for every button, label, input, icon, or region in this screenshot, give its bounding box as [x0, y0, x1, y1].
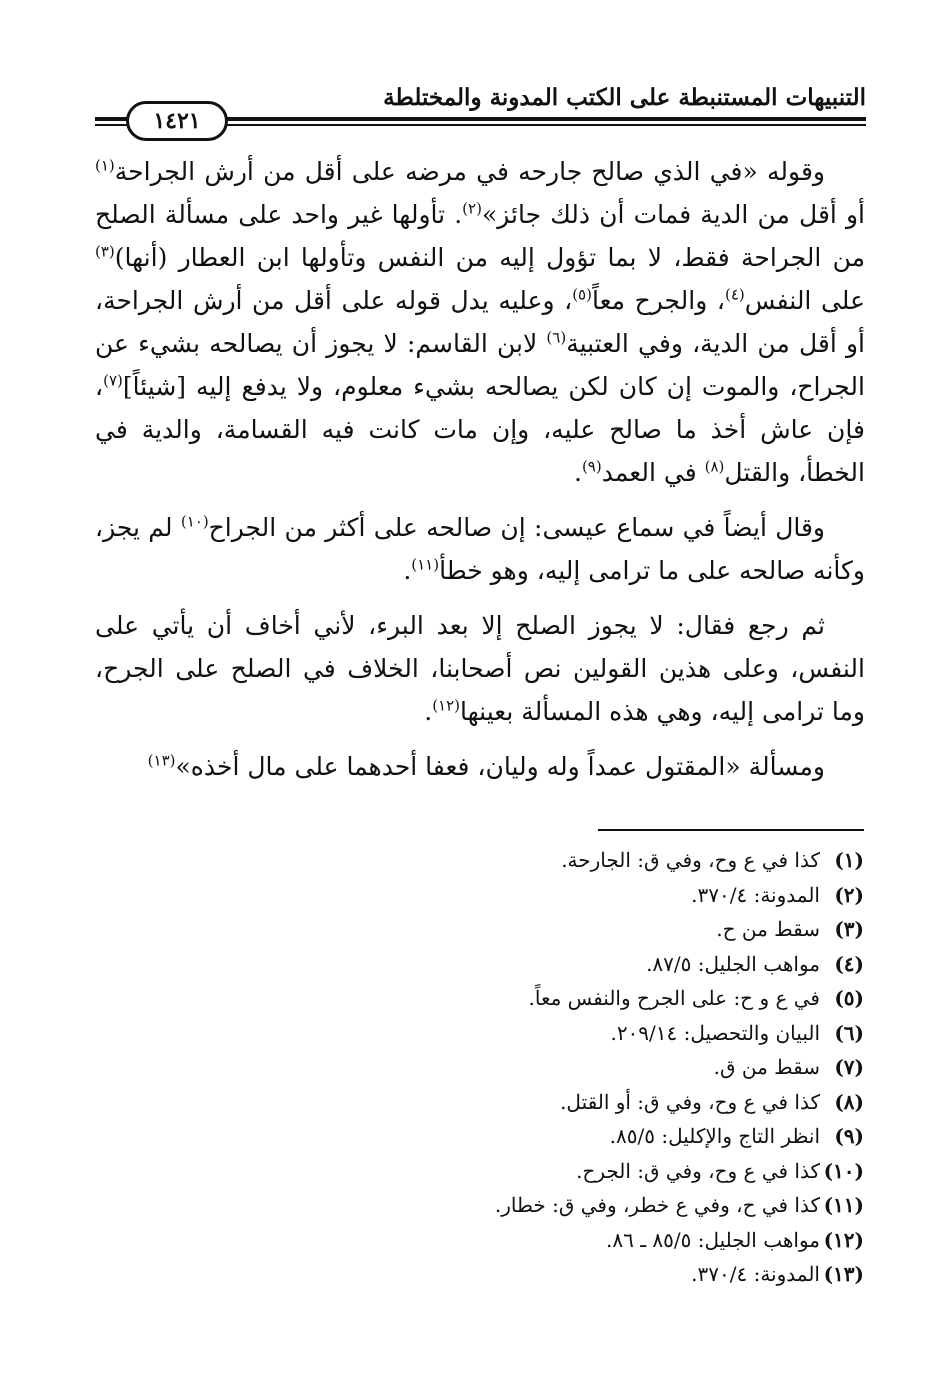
footnote-reference: (٢)	[462, 199, 482, 218]
text-segment: في العمد	[601, 458, 705, 487]
footnote-text: مواهب الجليل: ٨٥/٥ ـ ٨٦.	[606, 1227, 820, 1252]
footnote-reference: (٨)	[704, 457, 725, 476]
footnote-number: (٣)	[834, 917, 864, 941]
footnote-number: (١١)	[823, 1193, 864, 1217]
footnote-reference: (١٣)	[147, 751, 176, 770]
footnote-text: كذا في ع وح، وفي ق: الجرح.	[576, 1158, 820, 1183]
footnote-reference: (٩)	[581, 457, 602, 476]
footnote	[244, 1119, 864, 1154]
text-segment: . تأولها غير واحد على مسألة الصلح من الجراحة فقط، لا بما تؤول إليه من النفس وتأولها ابن العطار (أنها)	[95, 200, 865, 272]
footnote-text: المدونة: ٣٧٠/٤.	[691, 882, 820, 907]
footnote	[244, 981, 864, 1016]
footnote-text: المدونة: ٣٧٠/٤.	[691, 1262, 820, 1286]
paragraph	[95, 150, 865, 494]
footnote-reference: (٣)	[95, 242, 115, 261]
text-segment: وقال أيضاً في سماع عيسى: إن صالحه على أكثر من الجراح	[208, 513, 825, 542]
text-segment: ، والجرح معاً	[591, 286, 725, 315]
footnote-text: كذا في ع وح، وفي ق: الجارحة.	[561, 848, 820, 872]
footnote-reference: (٧)	[103, 371, 123, 390]
footnote	[244, 843, 864, 878]
footnote	[244, 1016, 864, 1051]
footnote-text: سقط من ح.	[716, 917, 820, 941]
text-segment: .	[403, 556, 412, 585]
paragraph	[95, 604, 865, 733]
footnote-separator	[598, 829, 864, 831]
footnote-reference: (١)	[95, 156, 115, 175]
text-segment: ، فإن عاش أخذ ما صالح عليه، وإن مات كانت فيه القسامة، والدية في الخطأ، والقتل	[95, 372, 865, 487]
text-segment: ، وعليه يدل قوله على أقل من أرش الجراحة، أو أقل من الدية، وفي العتبية	[95, 286, 865, 358]
text-segment: .	[424, 697, 433, 726]
footnote-number: (٨)	[834, 1089, 864, 1114]
footnote-reference: (٥)	[572, 285, 592, 304]
footnote-text: انظر التاج والإكليل: ٨٥/٥.	[609, 1124, 820, 1148]
footnote-number: (١٠)	[823, 1158, 864, 1183]
footnote	[244, 912, 864, 947]
footnote-reference: (٦)	[546, 328, 567, 347]
footnote-number: (٤)	[834, 951, 864, 976]
page-number: ١٤٢١	[126, 101, 228, 141]
footnote-number: (٢)	[834, 882, 864, 907]
footnote-reference: (٤)	[724, 285, 745, 304]
footnote	[244, 1223, 864, 1258]
paragraph	[95, 745, 865, 788]
running-header-title: التنبيهات المستنبطة على الكتب المدونة والمختلطة	[383, 84, 866, 111]
footnote	[244, 1085, 864, 1120]
footnote	[244, 878, 864, 913]
text-segment: أو أقل من الدية فمات أن ذلك جائز»	[481, 200, 865, 229]
footnote-number: (٥)	[834, 986, 864, 1010]
text-segment: لم يجز، وكأنه صالحه على ما ترامى إليه، وهو خطأ	[95, 513, 865, 585]
footnote-reference: (١٢)	[432, 696, 461, 715]
footnote-number: (٧)	[834, 1055, 864, 1079]
text-segment: على النفس	[744, 286, 865, 315]
footnote	[244, 947, 864, 982]
text-segment: .	[573, 458, 582, 487]
text-segment: وقوله «في الذي صالح جارحه في مرضه على أقل من أرش الجراحة	[114, 157, 825, 186]
footnote-text: كذا في ح، وفي ع خطر، وفي ق: خطار.	[494, 1193, 820, 1217]
footnote-number: (٩)	[834, 1124, 864, 1148]
footnote-reference: (١١)	[411, 555, 440, 574]
footnote-text: سقط من ق.	[713, 1055, 820, 1079]
footnotes-list	[244, 843, 864, 1292]
text-segment: ثم رجع فقال: لا يجوز الصلح إلا بعد البرء، لأني أخاف أن يأتي على النفس، وعلى هذين القولين نص أصحابنا، الخلاف في الصلح على الجرح، وما ترامى إليه، وهي هذه المسألة بعينها	[95, 611, 865, 726]
footnote-number: (٦)	[834, 1020, 864, 1045]
footnote-text: في ع و ح: على الجرح والنفس معاً.	[528, 986, 820, 1010]
footnote-text: مواهب الجليل: ٨٧/٥.	[646, 951, 820, 976]
footnote-number: (١٢)	[823, 1227, 864, 1252]
footnote-reference: (١٠)	[180, 512, 209, 531]
footnote	[244, 1154, 864, 1189]
footnote-number: (١)	[834, 848, 864, 872]
paragraph	[95, 506, 865, 592]
footnote-text: البيان والتحصيل: ٢٠٩/١٤.	[610, 1020, 820, 1045]
footnote	[244, 1188, 864, 1223]
footnote-number: (١٣)	[823, 1262, 864, 1286]
body-text	[95, 150, 865, 800]
footnote	[244, 1257, 864, 1292]
footnote-text: كذا في ع وح، وفي ق: أو القتل.	[560, 1089, 820, 1114]
footnote	[244, 1050, 864, 1085]
text-segment: ومسألة «المقتول عمداً وله وليان، فعفا أحدهما على مال أخذه»	[175, 752, 825, 781]
text-segment: لابن القاسم: لا يجوز أن يصالحه بشيء عن الجراح، والموت إن كان لكن يصالحه بشيء معلوم، ولا يدفع إليه [شيئاً]	[95, 329, 865, 401]
